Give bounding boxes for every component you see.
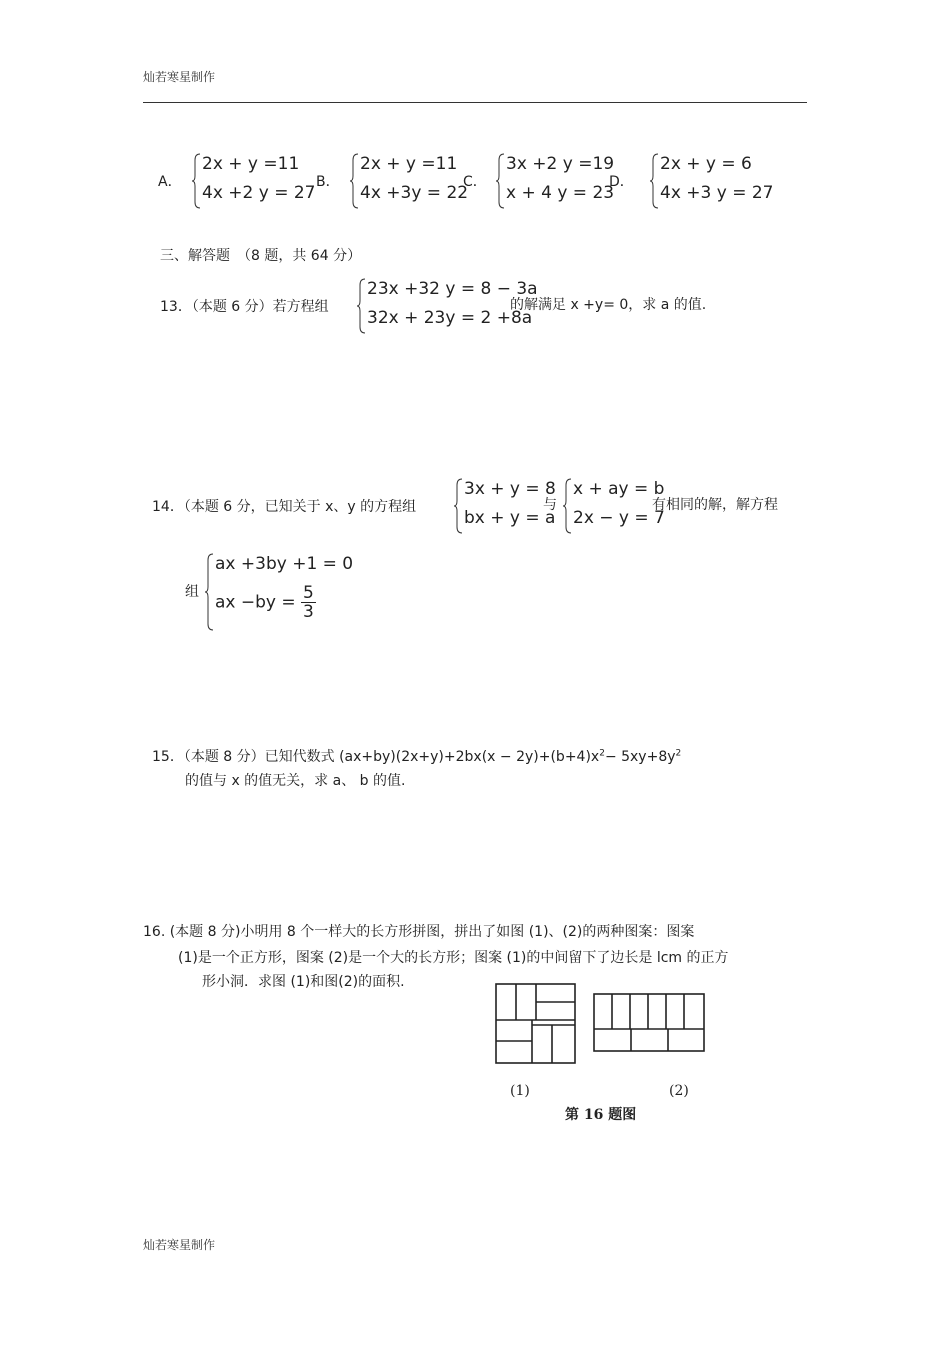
option-a-system [192,152,316,210]
q14-sys3-eq1: ax +3by +1 = 0 [215,554,354,574]
q15-line2: 的值与 x 的值无关，求 a、 b 的值. [185,773,406,789]
option-b-eq1: 2x + y =11 [360,154,458,174]
option-a-eq1: 2x + y =11 [202,154,300,174]
figure-caption: 第 16 题图 [565,1107,637,1123]
option-b-eq2: 4x +3y = 22 [360,183,469,203]
fraction-denominator: 3 [303,602,314,622]
header-divider [143,102,807,103]
q14-sys3-eq2 [215,584,316,621]
q15-sup2: 2 [675,748,682,759]
figure-label-1: (1) [510,1083,530,1099]
q16-line2: (1)是一个正方形，图案 (2)是一个大的长方形；图案 (1)的中间留下了边长是 lcm 的正方 [178,950,729,966]
page-footer: 灿若寒星制作 [143,1238,216,1252]
brace-icon [454,477,464,535]
option-c-label: C． [463,174,487,190]
brace-icon [192,152,202,210]
figure-16 [490,980,720,1120]
q14-connector: 与 [543,497,557,513]
q14-sys2-eq2: 2x − y = 7 [573,508,665,528]
q14-system-2 [563,477,663,535]
q14-system-1 [454,477,554,535]
q15-line1 [152,746,681,766]
brace-icon [496,152,506,210]
q14-prefix: 14．（本题 6 分，已知关于 x、y 的方程组 [152,499,417,515]
q15-line1b: − 5xy+8y [604,749,676,765]
option-c-eq2: x + 4 y = 23 [506,183,615,203]
figure-label-2: (2) [669,1083,689,1099]
fraction-numerator: 5 [303,583,314,603]
option-d-eq1: 2x + y = 6 [660,154,752,174]
option-b-label: B． [316,174,340,190]
q16-line1: 16. (本题 8 分)小明用 8 个一样大的长方形拼图，拼出了如图 (1)、(2)的两种图案：图案 [143,924,695,940]
option-b-system [350,152,470,210]
figure-1-square [496,984,575,1063]
option-a-eq2: 4x +2 y = 27 [202,183,316,203]
brace-icon [650,152,660,210]
q14-zu: 组 [185,584,199,600]
brace-icon [357,277,367,335]
q16-line3: 形小洞．求图 (1)和图(2)的面积. [202,974,405,990]
q13-prefix: 13．（本题 6 分）若方程组 [160,299,329,315]
option-a-label: A． [158,174,182,190]
q14-suffix: 有相同的解，解方程 [652,497,778,513]
option-c-system [496,152,616,210]
brace-icon [563,477,573,535]
option-d-system [650,152,774,210]
q14-sys3-eq2-left: ax −by = [215,592,296,613]
page-header: 灿若寒星制作 [143,70,216,84]
q15-line1-text: 15．（本题 8 分）已知代数式 (ax+by)(2x+y)+2bx(x − 2y)+(b+4)x [152,749,600,765]
option-c-eq1: 3x +2 y =19 [506,154,615,174]
figure-2-rectangle [594,994,704,1051]
section-title: 三、解答题 （8 题，共 64 分） [160,248,362,264]
q14-sys1-eq1: 3x + y = 8 [464,479,556,499]
fraction [301,584,316,621]
q13-eq1: 23x +32 y = 8 − 3a [367,279,538,299]
option-d-label: D． [609,174,634,190]
q13-system [357,277,538,335]
q14-sys1-eq2: bx + y = a [464,508,556,528]
brace-icon [205,552,215,632]
option-d-eq2: 4x +3 y = 27 [660,183,774,203]
brace-icon [350,152,360,210]
q14-sys2-eq1: x + ay = b [573,479,665,499]
q13-suffix: 的解满足 x +y= 0，求 a 的值. [510,297,707,313]
q14-system-3 [205,552,354,632]
q13-eq2: 32x + 23y = 2 +8a [367,308,533,328]
q15-sup1: 2 [599,748,605,759]
